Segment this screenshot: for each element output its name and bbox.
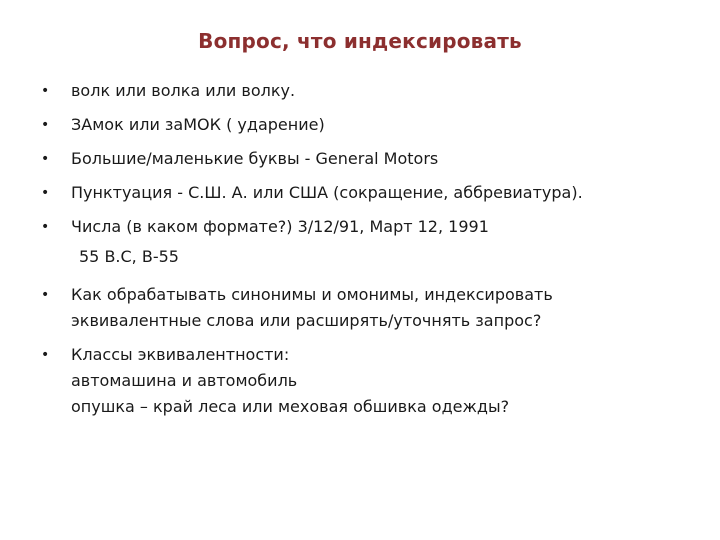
list-item-text: Пунктуация - С.Ш. А. или США (сокращение, аббревиатура). [71,183,583,202]
bullet-icon: • [41,151,50,167]
bullet-icon: • [41,219,50,235]
bullet-icon: • [41,83,50,99]
list-item [40,112,700,138]
list-item [40,78,700,104]
list-item [40,214,700,240]
list-item-text-line: автомашина и автомобиль [71,371,298,390]
list-item-text: Большие/маленькие буквы - General Motors [71,149,439,168]
list-item [40,342,700,420]
list-item-text-line: эквивалентные слова или расширять/уточнять запрос? [71,311,542,330]
list-item [40,146,700,172]
list-item-text-line: Как обрабатывать синонимы и омонимы, индексировать [71,285,553,304]
slide-title: Вопрос, что индексировать [198,29,522,53]
bullet-icon: • [41,347,50,363]
list-item [40,282,700,334]
list-item-text: Числа (в каком формате?) 3/12/91, Март 12, 1991 [71,217,489,236]
bullet-icon: • [41,117,50,133]
list-item-text: ЗАмок или заМОК ( ударение) [71,115,325,134]
list-item-text-line: опушка – край леса или меховая обшивка одежды? [71,397,510,416]
list-item-text-line: Классы эквивалентности: [71,345,290,364]
bullet-icon: • [41,287,50,303]
list-item [40,180,700,206]
bullet-icon: • [41,185,50,201]
bullet-list [40,78,700,428]
list-item-text: волк или волка или волку. [71,81,296,100]
list-continuation-text: 55 B.C, B-55 [79,247,179,266]
